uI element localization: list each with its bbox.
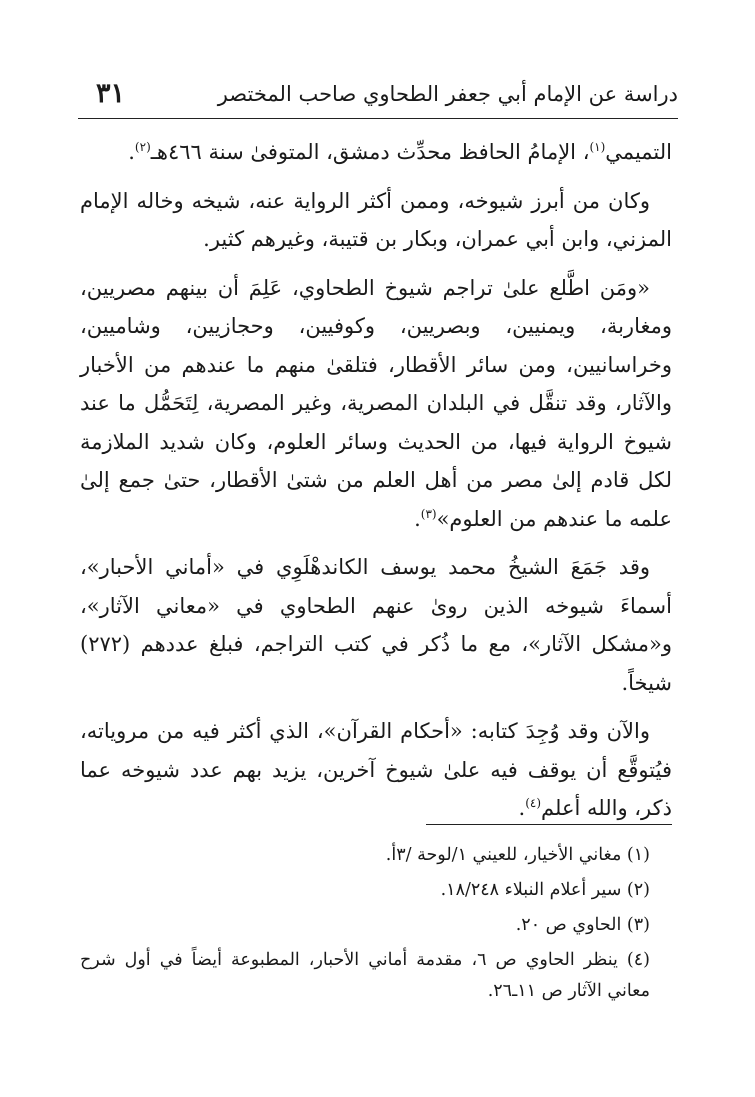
running-header-title: دراسة عن الإمام أبي جعفر الطحاوي صاحب المختصر <box>217 82 678 106</box>
footnotes <box>80 840 672 1011</box>
footnote-4: (٤) ينظر الحاوي ص ٦، مقدمة أماني الأحبار، المطبوعة أيضاً في أول شرح معاني الآثار ص ١١ـ٢٦. <box>80 950 650 1001</box>
main-text <box>80 133 672 838</box>
footnote-2: (٢) سير أعلام النبلاء ١٨/٢٤٨. <box>440 880 650 900</box>
paragraph-3: «ومَن اطَّلع علىٰ تراجم شيوخ الطحاوي، عَلِمَ أن بينهم مصريين، ومغاربة، ويمنيين، وبصريين، وكوفيين، وحجازيين، وشاميين، وخراسانيين، ومن سائر الأقطار، فتلقىٰ منهم ما عندهم من الأخبار والآثار، وقد تنقَّل في البلدان المصرية، وغير المصرية، لِتَحَمُّل ما عند شيوخ الرواية فيها، من الحديث وسائر العلوم، وكان شديد الملازمة لكل قادم إلىٰ مصر من أهل العلم من شتىٰ الأقطار، حتىٰ جمع إلىٰ علمه ما عندهم من العلوم»$^{(٣)}$. <box>80 275 672 531</box>
footnote-ref-3[interactable]: (٣) <box>420 506 437 521</box>
footnote-separator <box>426 824 672 825</box>
footnote-ref-2[interactable]: (٢) <box>134 140 151 154</box>
paragraph-5: والآن وقد وُجِدَ كتابه: «أحكام القرآن»، الذي أكثر فيه من مروياته، فيُتوقَّع أن يوقف فيه علىٰ شيوخ آخرين، يزيد بهم عدد شيوخه عما ذكر، والله أعلم$^{(٤)}$. <box>80 719 672 820</box>
page-number: ٣١ <box>96 78 126 109</box>
footnote-3: (٣) الحاوي ص ٢٠. <box>515 915 650 935</box>
paragraph-2: وكان من أبرز شيوخه، وممن أكثر الرواية عنه، شيخه وخاله الإمام المزني، وابن أبي عمران، وبكار بن قتيبة، وغيرهم كثير. <box>80 188 672 251</box>
footnote-ref-1[interactable]: (١) <box>589 140 606 154</box>
footnote-1: (١) مغاني الأخيار، للعيني ١/لوحة /٣أ. <box>385 845 650 865</box>
paragraph-1: التميمي$^{(١)}$، الإمامُ الحافظ محدِّث دمشق، المتوفىٰ سنة ٤٦٦هـ$^{(٢)}$. <box>128 140 672 164</box>
running-header <box>78 78 678 119</box>
paragraph-4: وقد جَمَعَ الشيخُ محمد يوسف الكاندهْلَوِي في «أماني الأحبار»، أسماءَ شيوخه الذين روىٰ عنهم الطحاوي في «معاني الآثار»، و«مشكل الآثار»، مع ما ذُكر في كتب التراجم، فبلغ عددهم (٢٧٢) شيخاً. <box>80 555 672 695</box>
footnote-ref-4[interactable]: (٤) <box>525 796 542 810</box>
